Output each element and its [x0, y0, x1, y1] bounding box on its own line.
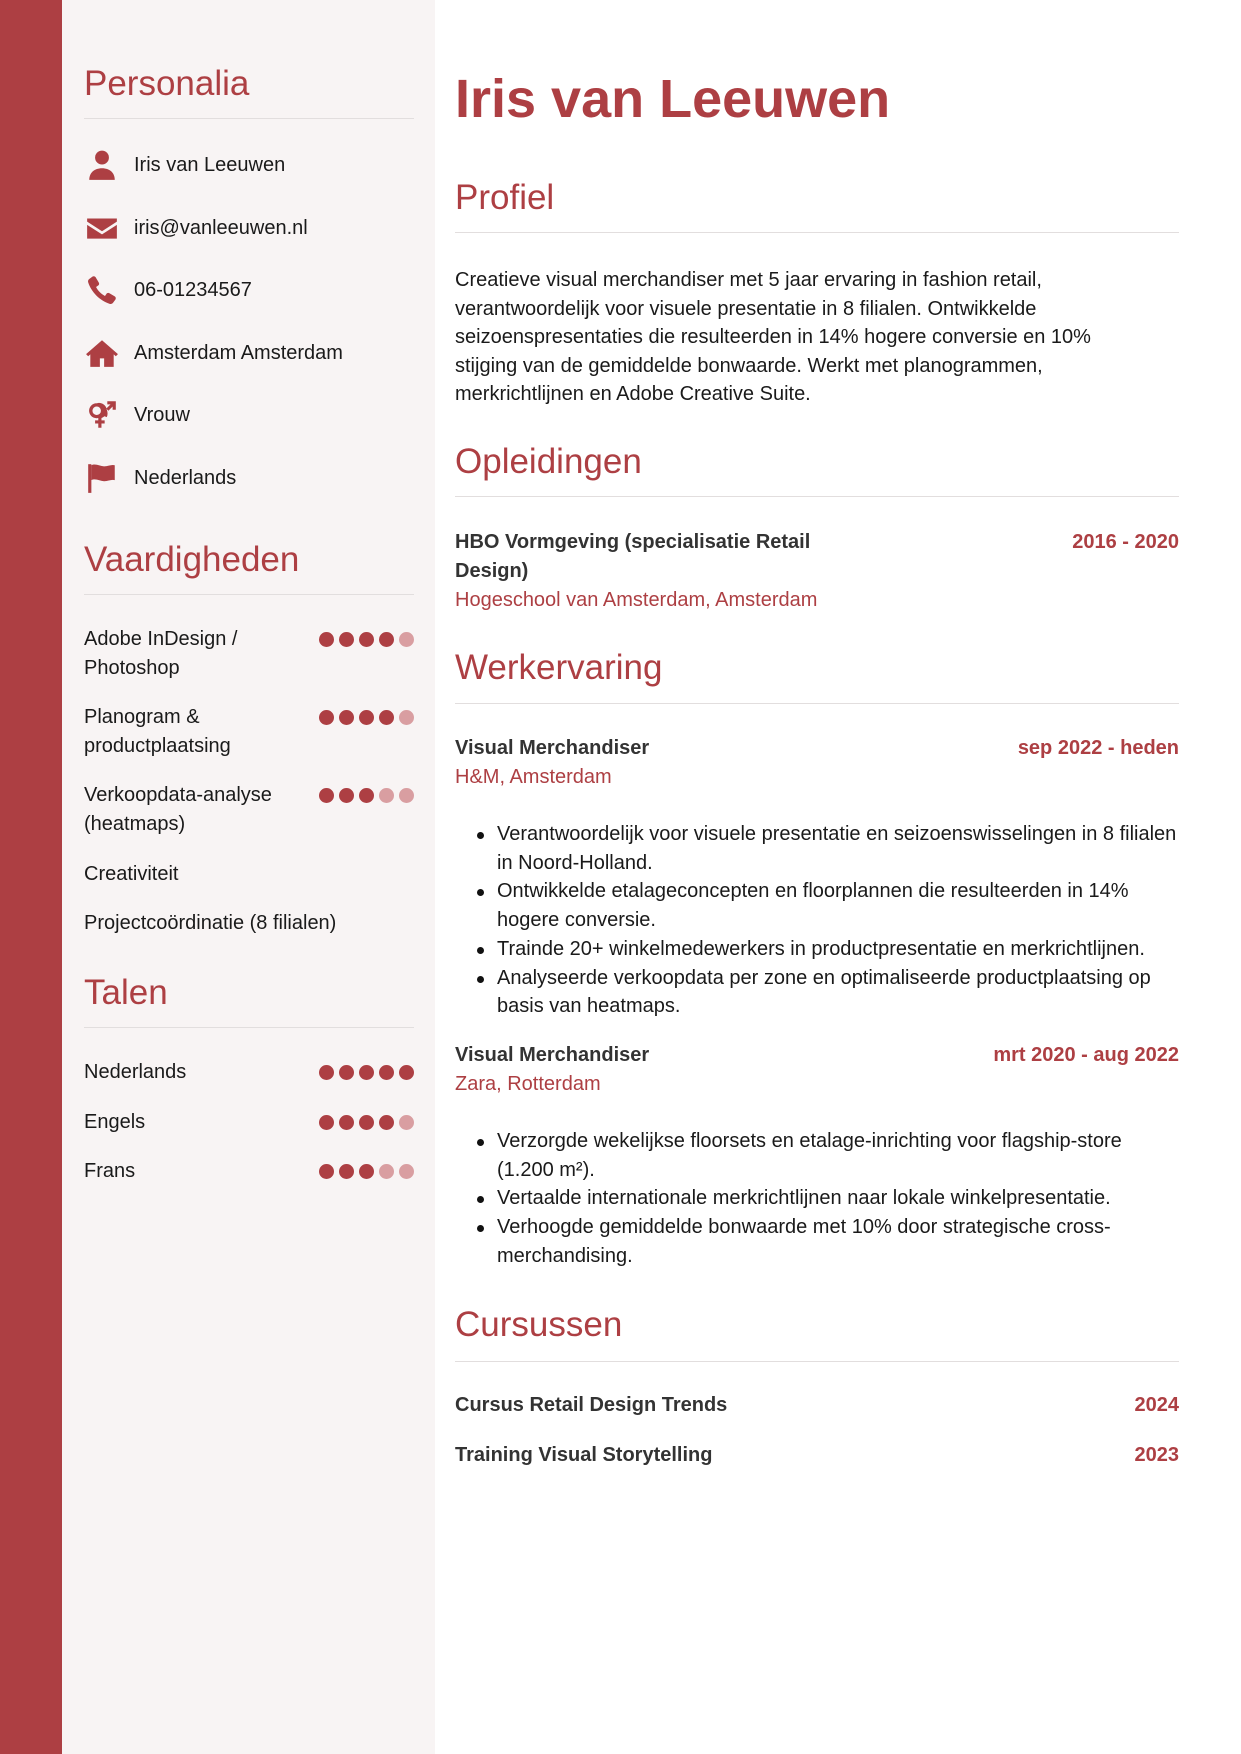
languages-title: Talen	[84, 973, 168, 1012]
courses-title: Cursussen	[455, 1305, 623, 1344]
bullet-item: Verzorgde wekelijkse floorsets en etalage-inrichting voor flagship-store (1.200 m²).	[497, 1127, 1177, 1184]
accent-bar	[0, 0, 62, 1754]
section-divider	[455, 232, 1179, 233]
entry-date: sep 2022 - heden	[1017, 737, 1179, 759]
language-item	[84, 1157, 414, 1186]
languages-section	[84, 975, 414, 1028]
profile-text: Creatieve visual merchandiser met 5 jaar ervaring in fashion retail, verantwoordelijk voor visuele presentatie in 8 filialen. Ontwikkelde seizoenspresentaties die resulteerden in 14% hogere conversie en 10% stijging van de gemiddelde bonwaarde. Werkt met planogrammen, merkrichtlijnen en Adobe Creative Suite.	[455, 269, 1091, 405]
entry-title: Visual Merchandiser	[455, 1044, 650, 1066]
personalia-phone	[84, 270, 414, 310]
skill-name: Adobe InDesign / Photoshop	[84, 628, 238, 679]
rating-dot-filled	[359, 710, 374, 725]
personalia-text: Nederlands	[134, 466, 237, 489]
personalia-text: iris@vanleeuwen.nl	[134, 216, 308, 239]
language-item	[84, 1058, 414, 1087]
skill-name: Creativiteit	[84, 863, 179, 885]
course-entry	[455, 1391, 1179, 1420]
rating-dot-filled	[359, 788, 374, 803]
profile-title: Profiel	[455, 178, 555, 217]
entry-title: HBO Vormgeving (specialisatie Retail Design)	[455, 531, 811, 582]
rating-dot-filled	[339, 788, 354, 803]
rating-dot-filled	[339, 1065, 354, 1080]
skill-item	[84, 909, 414, 938]
sidebar	[62, 0, 435, 1754]
skill-item	[84, 781, 414, 839]
rating-dot-empty	[379, 1164, 394, 1179]
rating-dot-empty	[399, 1164, 414, 1179]
languages-list	[84, 1058, 414, 1198]
entry-company: Zara, Rotterdam	[455, 1073, 601, 1095]
rating-dot-filled	[339, 1164, 354, 1179]
rating-dot-filled	[359, 1065, 374, 1080]
experience-entry	[455, 734, 1179, 792]
rating-dot-filled	[319, 1164, 334, 1179]
language-name: Frans	[84, 1160, 136, 1182]
education-entry	[455, 528, 1179, 615]
rating-dot-filled	[359, 1115, 374, 1130]
rating-dot-filled	[359, 1164, 374, 1179]
rating-dot-filled	[319, 788, 334, 803]
user-icon	[84, 147, 120, 183]
skill-item	[84, 703, 414, 761]
course-entry	[455, 1441, 1179, 1470]
skill-name: Verkoopdata-analyse (heatmaps)	[84, 784, 272, 835]
skills-title: Vaardigheden	[84, 540, 300, 579]
phone-icon	[84, 272, 120, 308]
personalia-text: Iris van Leeuwen	[134, 153, 286, 176]
personalia-text: Vrouw	[134, 403, 190, 426]
personalia-text: 06-01234567	[134, 278, 252, 301]
bullet-item: Ontwikkelde etalageconcepten en floorplannen die resulteerden in 14% hogere conversie.	[497, 877, 1177, 934]
rating-dot-filled	[379, 632, 394, 647]
section-divider	[84, 1027, 414, 1028]
rating-dot-empty	[399, 710, 414, 725]
entry-date: 2023	[1134, 1444, 1179, 1466]
flag-icon	[84, 460, 120, 496]
entry-title: Visual Merchandiser	[455, 737, 650, 759]
bullet-item: Verantwoordelijk voor visuele presentatie en seizoenswisselingen in 8 filialen in Noord-Holland.	[497, 820, 1177, 877]
rating-dot-filled	[339, 1115, 354, 1130]
experience-title: Werkervaring	[455, 648, 663, 687]
skill-name: Projectcoördinatie (8 filialen)	[84, 912, 337, 934]
section-divider	[84, 118, 414, 119]
language-rating	[319, 1164, 414, 1179]
section-divider	[455, 703, 1179, 704]
personalia-title: Personalia	[84, 64, 250, 103]
skill-rating	[319, 788, 414, 803]
entry-company: H&M, Amsterdam	[455, 766, 612, 788]
rating-dot-empty	[399, 788, 414, 803]
experience-entry	[455, 1041, 1179, 1099]
gender-icon	[84, 397, 120, 433]
education-title: Opleidingen	[455, 442, 642, 481]
rating-dot-filled	[319, 1115, 334, 1130]
envelope-icon	[84, 210, 120, 246]
entry-date: 2016 - 2020	[1072, 531, 1179, 553]
rating-dot-filled	[339, 632, 354, 647]
skills-section	[84, 542, 414, 595]
skill-rating	[319, 632, 414, 647]
entry-title: Cursus Retail Design Trends	[455, 1394, 728, 1416]
rating-dot-filled	[379, 710, 394, 725]
experience-bullets	[497, 820, 1177, 1021]
language-name: Nederlands	[84, 1061, 187, 1083]
rating-dot-empty	[399, 632, 414, 647]
rating-dot-empty	[379, 788, 394, 803]
rating-dot-filled	[379, 1065, 394, 1080]
skill-item	[84, 625, 414, 683]
rating-dot-filled	[339, 710, 354, 725]
rating-dot-filled	[359, 632, 374, 647]
entry-date: 2024	[1134, 1394, 1179, 1416]
personalia-name	[84, 145, 414, 185]
rating-dot-filled	[319, 710, 334, 725]
rating-dot-empty	[399, 1115, 414, 1130]
skills-list	[84, 625, 414, 945]
entry-institution: Hogeschool van Amsterdam, Amsterdam	[455, 589, 818, 611]
rating-dot-filled	[399, 1065, 414, 1080]
bullet-item: Verhoogde gemiddelde bonwaarde met 10% door strategische cross-merchandising.	[497, 1213, 1177, 1270]
bullet-item: Analyseerde verkoopdata per zone en optimaliseerde productplaatsing op basis van heatmaps.	[497, 964, 1177, 1021]
home-icon	[84, 335, 120, 371]
personalia-nationality	[84, 458, 414, 498]
rating-dot-filled	[319, 632, 334, 647]
entry-date: mrt 2020 - aug 2022	[993, 1044, 1179, 1066]
personalia-section	[84, 66, 414, 119]
language-item	[84, 1108, 414, 1137]
personalia-address	[84, 333, 414, 373]
skill-name: Planogram & productplaatsing	[84, 706, 231, 757]
language-name: Engels	[84, 1111, 146, 1133]
language-rating	[319, 1115, 414, 1130]
section-divider	[455, 1361, 1179, 1362]
section-divider	[84, 594, 414, 595]
rating-dot-filled	[379, 1115, 394, 1130]
rating-dot-filled	[319, 1065, 334, 1080]
main-content	[435, 0, 1241, 1754]
personalia-list	[84, 145, 414, 505]
personalia-email	[84, 208, 414, 248]
personalia-text: Amsterdam Amsterdam	[134, 341, 343, 364]
experience-bullets	[497, 1127, 1177, 1271]
entry-title: Training Visual Storytelling	[455, 1444, 713, 1466]
bullet-item: Vertaalde internationale merkrichtlijnen naar lokale winkelpresentatie.	[497, 1184, 1177, 1213]
candidate-name: Iris van Leeuwen	[455, 69, 891, 129]
skill-rating	[319, 710, 414, 725]
bullet-item: Trainde 20+ winkelmedewerkers in productpresentatie en merkrichtlijnen.	[497, 935, 1177, 964]
section-divider	[455, 496, 1179, 497]
skill-item	[84, 860, 414, 889]
language-rating	[319, 1065, 414, 1080]
personalia-gender	[84, 395, 414, 435]
